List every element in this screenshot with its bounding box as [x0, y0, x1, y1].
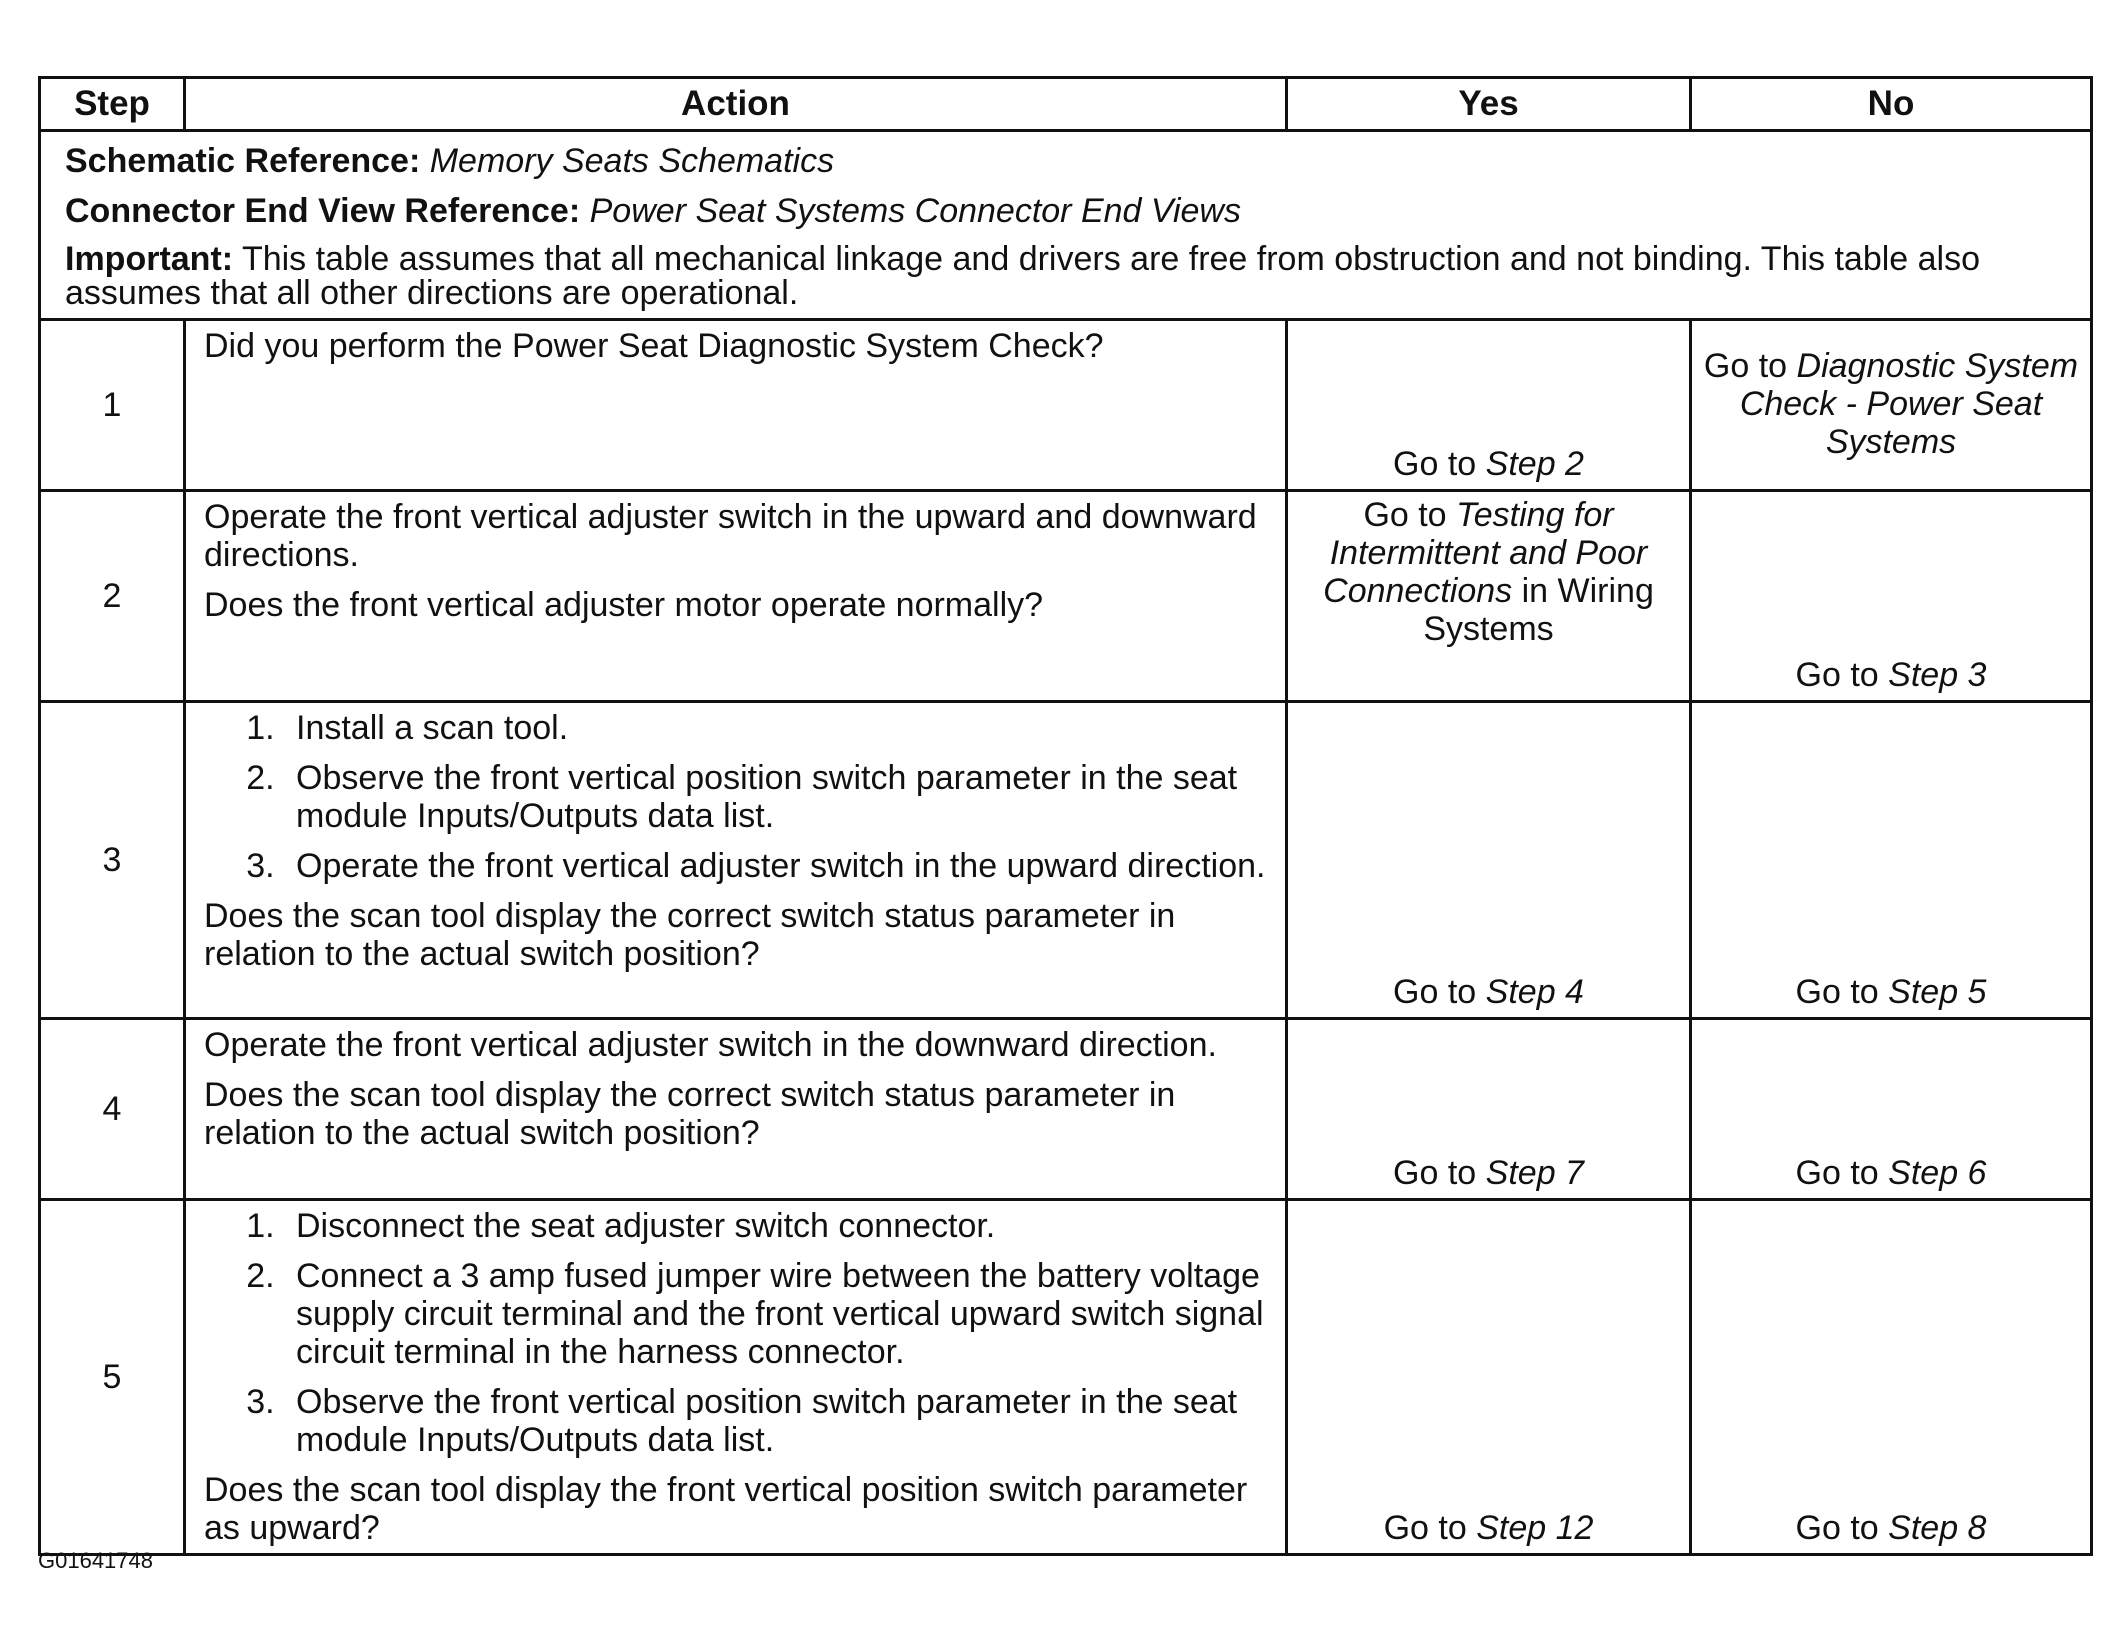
action-cell: [185, 1200, 1287, 1555]
action-cell: [185, 1019, 1287, 1200]
yes-target: Testing for Intermittent and Poor Connections: [1323, 496, 1648, 610]
action-question: Does the scan tool display the front vertical position switch parameter as upward?: [204, 1471, 1248, 1547]
header-yes: Yes: [1287, 78, 1691, 131]
table-row: [40, 491, 2092, 702]
action-cell: [185, 491, 1287, 702]
action-instruction: Operate the front vertical adjuster switch in the upward and downward directions.: [204, 498, 1257, 574]
important-note: Important: This table assumes that all mechanical linkage and drivers are free from obstruction and not binding. This table also assumes that all other directions are operational.: [65, 240, 1981, 312]
reference-row: [40, 131, 2092, 320]
list-item: 2. Connect a 3 amp fused jumper wire between the battery voltage supply circuit terminal and the front vertical upward switch signal circuit terminal in the harness connector.: [284, 1257, 1267, 1371]
yes-cell: Go to Step 4: [1287, 702, 1691, 1019]
yes-target: Step 12: [1476, 1509, 1594, 1547]
header-action: Action: [185, 78, 1287, 131]
schematic-reference: Schematic Reference: Memory Seats Schematics: [65, 142, 835, 180]
yes-cell: Go to Step 7: [1287, 1019, 1691, 1200]
connector-reference: Connector End View Reference: Power Seat Systems Connector End Views: [65, 192, 1241, 230]
header-step: Step: [40, 78, 185, 131]
no-target: Step 6: [1888, 1154, 1987, 1192]
no-cell: Go to Step 6: [1691, 1019, 2092, 1200]
step-number: 4: [40, 1019, 185, 1200]
yes-cell: Go to Step 2: [1287, 320, 1691, 491]
no-target: Step 5: [1888, 973, 1987, 1011]
important-note-text: This table assumes that all mechanical linkage and drivers are free from obstruction and not binding. This table also assumes that all other directions are operational.: [65, 240, 1981, 312]
step-number: 5: [40, 1200, 185, 1555]
schematic-reference-link: Memory Seats Schematics: [429, 142, 835, 180]
figure-id: G01641748: [38, 1548, 153, 1573]
table-row: [40, 320, 2092, 491]
list-item: 1. Disconnect the seat adjuster switch connector.: [284, 1207, 1267, 1245]
step-number: 3: [40, 702, 185, 1019]
table-row: [40, 702, 2092, 1019]
step-number: 1: [40, 320, 185, 491]
no-cell: Go to Step 5: [1691, 702, 2092, 1019]
action-question: Does the scan tool display the correct switch status parameter in relation to the actual switch position?: [204, 1076, 1176, 1152]
list-item: 3. Operate the front vertical adjuster switch in the upward direction.: [284, 847, 1267, 885]
no-target: Step 3: [1888, 656, 1987, 694]
action-question: Does the front vertical adjuster motor operate normally?: [204, 586, 1044, 624]
yes-target: Step 4: [1485, 973, 1584, 1011]
reference-cell: [40, 131, 2092, 320]
connector-reference-link: Power Seat Systems Connector End Views: [589, 192, 1241, 230]
table-row: [40, 1200, 2092, 1555]
no-target: Diagnostic System Check - Power Seat Systems: [1739, 347, 2079, 461]
action-cell: [185, 320, 1287, 491]
yes-cell: Go to Testing for Intermittent and Poor Connections in Wiring Systems: [1287, 491, 1691, 702]
diagnostic-table: [38, 76, 2093, 1556]
action-question: Does the scan tool display the correct switch status parameter in relation to the actual switch position?: [204, 897, 1176, 973]
no-target: Step 8: [1888, 1509, 1987, 1547]
action-cell: [185, 702, 1287, 1019]
no-cell: Go to Diagnostic System Check - Power Seat Systems: [1691, 320, 2092, 491]
no-cell: Go to Step 3: [1691, 491, 2092, 702]
no-cell: Go to Step 8: [1691, 1200, 2092, 1555]
list-item: 1. Install a scan tool.: [284, 709, 1267, 747]
list-item: 2. Observe the front vertical position switch parameter in the seat module Inputs/Outputs data list.: [284, 759, 1267, 835]
header-row: [40, 78, 2092, 131]
list-item: 3. Observe the front vertical position switch parameter in the seat module Inputs/Outputs data list.: [284, 1383, 1267, 1459]
step-number: 2: [40, 491, 185, 702]
yes-target: Step 2: [1485, 445, 1584, 483]
yes-cell: Go to Step 12: [1287, 1200, 1691, 1555]
action-question: Did you perform the Power Seat Diagnostic System Check?: [204, 327, 1104, 365]
table-row: [40, 1019, 2092, 1200]
action-instruction: Operate the front vertical adjuster switch in the downward direction.: [204, 1026, 1217, 1064]
action-steps-list: [204, 1207, 1267, 1459]
action-steps-list: [204, 709, 1267, 885]
yes-suffix: in Wiring Systems: [1423, 572, 1654, 648]
header-no: No: [1691, 78, 2092, 131]
yes-target: Step 7: [1485, 1154, 1584, 1192]
